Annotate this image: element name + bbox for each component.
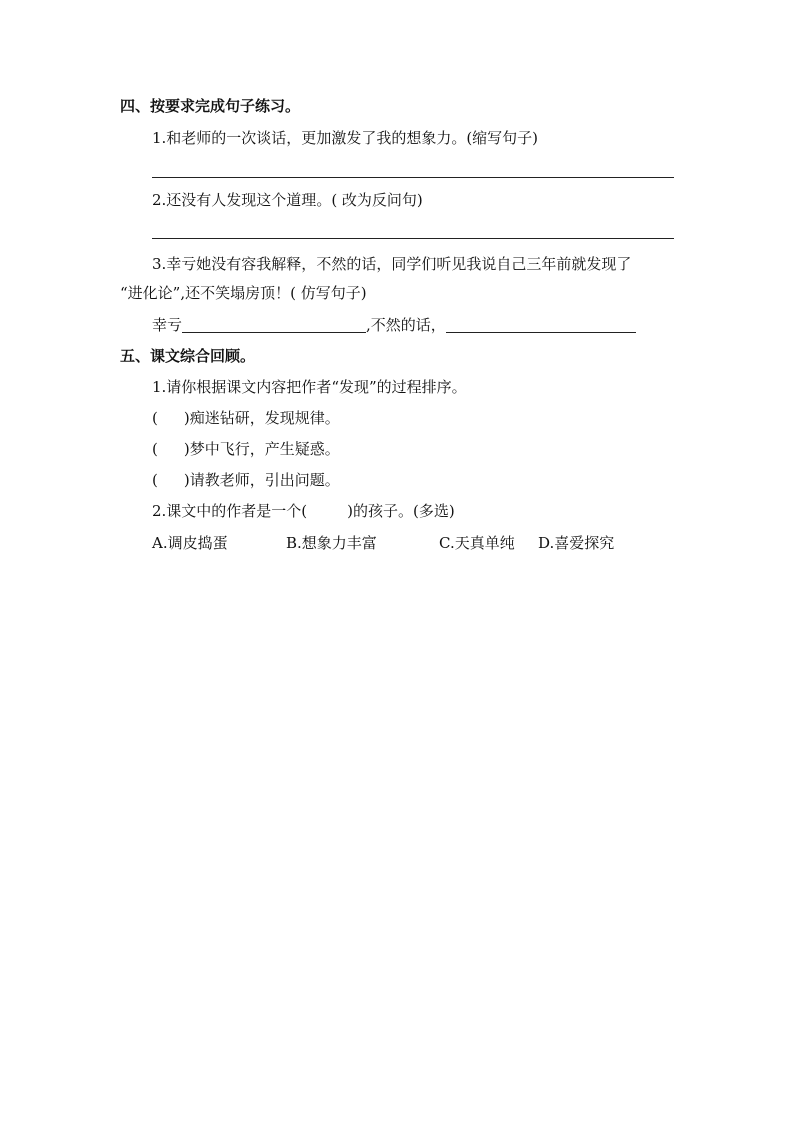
question-5-2-before: 2.课文中的作者是一个( xyxy=(152,502,308,520)
order-paren-open: ( xyxy=(152,471,158,489)
fill-prefix-label: 幸亏 xyxy=(152,316,183,334)
fill-blank-2[interactable] xyxy=(446,316,636,333)
option-a[interactable]: A.调皮捣蛋 xyxy=(152,534,228,552)
option-b[interactable]: B.想象力丰富 xyxy=(286,534,377,552)
question-5-2 xyxy=(152,501,455,521)
order-paren-close: ) xyxy=(183,409,190,427)
question-4-2: 2.还没有人发现这个道理。( 改为反问句) xyxy=(152,191,423,209)
fill-blank-1[interactable] xyxy=(182,316,366,333)
order-item xyxy=(152,439,340,459)
order-paren-open: ( xyxy=(152,440,158,458)
question-5-1: 1.请你根据课文内容把作者“发现”的过程排序。 xyxy=(152,378,467,396)
order-item xyxy=(152,470,340,490)
question-4-3-line1: 3.幸亏她没有容我解释，不然的话，同学们听见我说自己三年前就发现了 xyxy=(152,255,632,273)
answer-line-4-1[interactable] xyxy=(152,177,674,178)
answer-line-4-2[interactable] xyxy=(152,238,674,239)
order-item xyxy=(152,408,340,428)
option-c[interactable]: C.天真单纯 xyxy=(439,534,515,552)
order-paren-close: ) xyxy=(183,471,190,489)
order-paren-close: ) xyxy=(183,440,190,458)
order-paren-open: ( xyxy=(152,409,158,427)
order-item-text: 请教老师，引出问题。 xyxy=(189,471,340,489)
order-item-text: 痴迷钻研，发现规律。 xyxy=(189,409,340,427)
question-4-3-line2: “进化论”,还不笑塌房顶！( 仿写句子) xyxy=(120,284,367,302)
fill-middle-label: ,不然的话， xyxy=(366,316,446,334)
section-5-heading: 五、课文综合回顾。 xyxy=(120,347,256,365)
option-d[interactable]: D.喜爱探究 xyxy=(538,534,615,552)
section-4-heading: 四、按要求完成句子练习。 xyxy=(120,97,301,115)
question-4-1: 1.和老师的一次谈话，更加激发了我的想象力。(缩写句子) xyxy=(152,129,539,147)
question-4-3-fill-row xyxy=(152,315,636,335)
question-5-2-after: )的孩子。(多选) xyxy=(347,502,455,520)
order-item-text: 梦中飞行，产生疑惑。 xyxy=(189,440,340,458)
